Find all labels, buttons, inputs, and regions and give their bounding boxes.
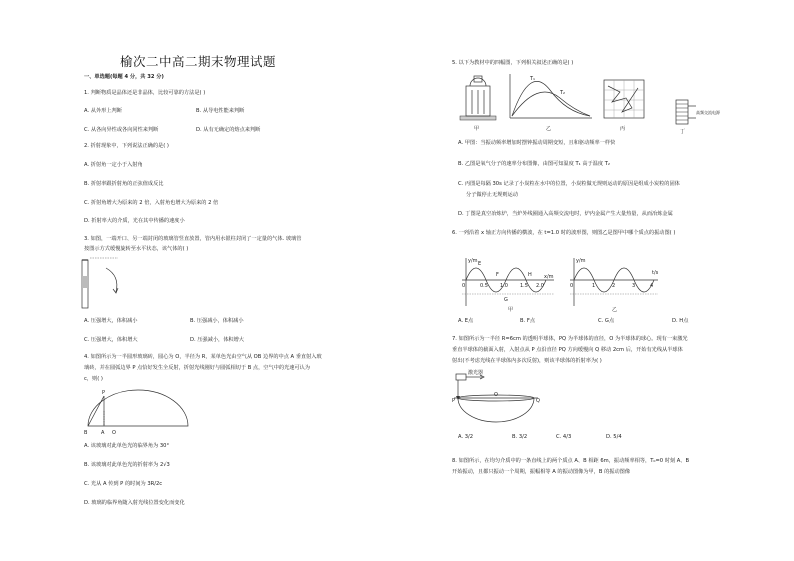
q6-vibration-graph-yi: [566, 254, 662, 312]
q5-option-a: A. 甲图：当振动频率增加时摆钟振动周期变短，且和驱动频率一样快: [458, 140, 616, 146]
q6-wave-graph-jia: [458, 254, 556, 312]
question-4-line3: c，则( ): [84, 376, 103, 382]
q5-option-d: D. 丁图是真空冶炼炉，当炉外线圈通入高频交流电时，炉内金属产生大量热量，从而冶炼金属: [458, 211, 673, 217]
q2-option-d: D. 折射率大的介质，光在其中传播的速度小: [84, 218, 185, 224]
q5-label-t2: T₂: [560, 90, 566, 96]
q6-g1-caption: 甲: [508, 307, 514, 313]
q6-g2-ylabel: y/m: [576, 258, 586, 264]
q6-point-f: F: [496, 272, 499, 278]
q6-option-a: A. E点: [458, 318, 474, 324]
q7-option-c: C. 4/3: [556, 434, 572, 440]
q7-option-b: B. 3/2: [512, 434, 528, 440]
q5-figure-bing: [602, 78, 646, 134]
q5-option-b: B. 乙图是氧气分子的速率分布图像，由图可知温度 T₁ 高于温度 T₂: [458, 161, 610, 167]
question-7-line3: 射出(不考虑光线在半球体内多次反射)，则该半球体的折射率为( ): [452, 358, 602, 364]
q6-g2-tick-1: 1: [592, 283, 596, 289]
question-4-line2: 璃砖，并在圆弧边界 P 点恰好发生全反射，折射光线刚好与圆弧相切于 B 点，空气中的光速可认为: [84, 365, 310, 371]
q4-label-a: A: [101, 430, 105, 436]
q1-option-c: C. 从各向异性或各向同性来判断: [84, 127, 159, 133]
q1-option-a: A. 从外形上判断: [84, 108, 122, 114]
q5-ding-side-label: 高频交流电源: [696, 110, 720, 115]
q5-figure-ding: [672, 96, 722, 136]
q3-option-a: A. 压强增大，体积减小: [84, 318, 138, 324]
q1-option-b: B. 从导电性能来判断: [196, 108, 245, 114]
q6-g1-tick-2: 1.0: [500, 283, 508, 289]
q1-option-d: D. 从有无确定的熔点来判断: [196, 127, 261, 133]
q7-option-d: D. 5/4: [606, 434, 622, 440]
q4-label-b: B: [84, 430, 88, 436]
q6-point-g: G: [504, 297, 508, 303]
q5-option-c-line2: 分子做停止无规则运动: [466, 192, 518, 198]
question-3-line1: 3. 如图，一端开口、另一端封闭的玻璃管竖直放置，管内用水银柱封闭了一定量的气体. 玻璃管: [84, 236, 302, 242]
q5-option-c-line1: C. 丙图是每隔 30s 记录了小炭粒在水中的位置，小炭粒做无规则运动的原因是组成小炭粒的固体: [458, 181, 680, 187]
q4-option-a: A. 该玻璃对此单色光的临界角为 30°: [84, 443, 170, 449]
q7-label-o: O: [494, 392, 498, 398]
q4-label-p: P: [102, 390, 106, 396]
q6-g1-tick-0: 0: [462, 283, 466, 289]
q4-label-o: O: [112, 430, 116, 436]
q6-g1-ylabel: y/m: [468, 258, 478, 264]
q6-g1-xunit: x/m: [544, 274, 554, 280]
q5-figure-yi-chart: [504, 70, 596, 134]
question-5-stem: 5. 以下为教材中的四幅图，下列相关叙述正确的是( ): [452, 60, 574, 66]
q4-option-b: B. 该玻璃对此单色光的折射率为 2√3: [84, 462, 170, 468]
question-4-line1: 4. 如图所示为一半圆形玻璃砖，圆心为 O，半径为 R，某单色光由空气从 OB 边界的中点 A 垂直射入玻: [84, 354, 322, 360]
q7-label-q: Q: [536, 398, 540, 404]
q6-g1-tick-1: 0.5: [480, 283, 488, 289]
q3-option-d: D. 压强减小，体积增大: [190, 337, 244, 343]
question-3-line2: 按图示方式缓慢旋转至水平状态，该气体的( ): [84, 246, 189, 252]
q6-option-b: B. F点: [520, 318, 536, 324]
q3-option-b: B. 压强减小，体积减小: [190, 318, 244, 324]
q6-g2-tick-3: 3: [632, 283, 636, 289]
page-title: 榆次二中高二期末物理试题: [120, 54, 277, 69]
q6-g2-caption: 乙: [612, 307, 618, 313]
question-6-stem: 6. 一列沿着 x 轴正方向传播的横波，在 t=1.0 时的波形图，则图乙是图甲中哪个质点的振动图( ): [452, 230, 676, 236]
section-heading: 一、单选题(每题 4 分，共 32 分): [84, 74, 164, 80]
q6-g1-tick-4: 2.0: [536, 283, 544, 289]
q7-laser-label: 激光器: [468, 370, 484, 376]
question-7-line1: 7. 如图所示为一半径 R=6cm 的透明半球体，PQ 为半球体的直径，O 为半球体的球心。现有一束激光: [452, 336, 688, 342]
q3-tube-figure: [78, 256, 138, 316]
q5-figure-jia: [458, 72, 498, 134]
q5-caption-ding: 丁: [680, 129, 686, 135]
q2-option-c: C. 折射角增大为原来的 2 倍，入射角也增大为原来的 2 倍: [84, 200, 219, 206]
q5-caption-jia: 甲: [474, 126, 480, 132]
q6-g2-xunit: t/s: [652, 270, 659, 276]
question-1-stem: 1. 判断物质是晶体还是非晶体，比较可靠的方法是( ): [84, 90, 206, 96]
q4-option-c: C. 光从 A 传到 P 的时间为 3R/2c: [84, 481, 163, 487]
q4-semicircle-figure: [84, 386, 194, 436]
q6-point-e: E: [478, 261, 482, 267]
q7-option-a: A. 3/2: [458, 434, 474, 440]
q7-hemisphere-figure: [452, 370, 542, 428]
question-8-line1: 8. 如图所示，在均匀介质中的一条直线上的两个质点 A、B 相距 6m，振动频率相等，T₀=0 时刻 A、B: [452, 458, 690, 464]
q7-label-p: P: [452, 398, 456, 404]
q6-option-d: D. H点: [672, 318, 689, 324]
q6-option-c: C. G点: [598, 318, 615, 324]
question-7-line2: 垂直半球体的截面入射，入射点从 P 点沿直径 PQ 方向缓慢向 Q 移动 2cm 后，开始有光线从半球体: [452, 347, 683, 353]
q6-g1-tick-3: 1.5: [520, 283, 528, 289]
question-8-line2: 开始振动，且都只振动一个周期，振幅相等 A 的振动图像为甲，B 的振动图像: [452, 469, 631, 475]
q6-point-h: H: [528, 272, 532, 278]
q2-option-a: A. 折射角一定小于入射角: [84, 162, 143, 168]
q5-caption-bing: 丙: [620, 126, 626, 132]
q6-g2-tick-4: 4: [650, 283, 654, 289]
q5-label-t1: T₁: [530, 76, 536, 82]
q6-g2-tick-0: 0: [570, 283, 574, 289]
question-2-stem: 2. 折射现象中，下列说法正确的是( ): [84, 143, 169, 149]
q5-caption-yi: 乙: [546, 126, 552, 132]
q3-option-c: C. 压强增大，体积增大: [84, 337, 138, 343]
q6-g2-tick-2: 2: [612, 283, 616, 289]
q2-option-b: B. 折射率跟折射角的正弦值成反比: [84, 181, 164, 187]
q4-option-d: D. 玻璃的临界角随入射光线位置变化而变化: [84, 500, 185, 506]
